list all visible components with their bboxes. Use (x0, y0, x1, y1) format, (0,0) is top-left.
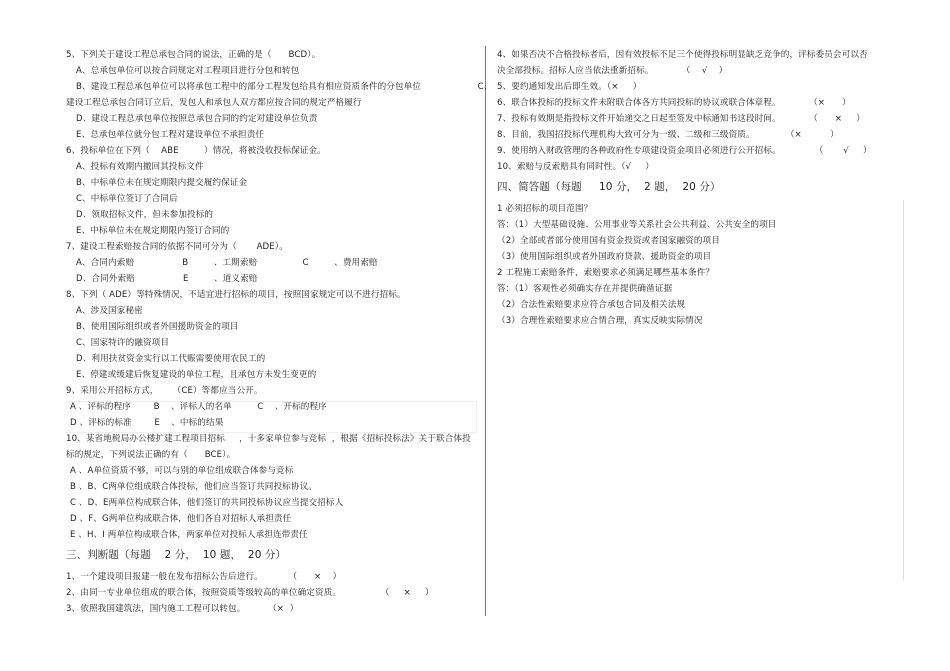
section-heading: 三、判断题（每题 2 分， 10 题， 20 分） (66, 549, 287, 561)
text-line: C、国家特许的融资项目 (76, 338, 170, 348)
text-line: 5、下列关于建设工程总承包合同的说法，正确的是（ BCD）。 (66, 50, 321, 60)
text-line: 9、采用公开招标方式， （CE）等都应当公开。 (66, 386, 263, 396)
text-line: B 、B、C两单位组成联合体投标，他们应当签订共同投标协议。 (70, 482, 317, 492)
right-edge-line (903, 200, 904, 580)
text-line: 4、如果否决不合格投标者后，因有效投标不足三个使得投标明显缺乏竞争的，评标委员会可以否 (497, 50, 868, 60)
text-line: A 、评标的程序 B 、评标人的名单 C 、开标的程序 (70, 402, 327, 412)
text-line: 6、投标单位在下列（ ABE ）情况，将被没收投标保证金。 (66, 146, 326, 156)
text-line: 10、索赔与反索赔具有同时性。（√ ） (497, 162, 654, 172)
text-line: 答：（1）客观性必须确实存在并提供确凿证据 (497, 284, 673, 294)
text-line: B、中标单位未在规定期限内提交履约保证金 (76, 178, 248, 188)
text-line: D、建设工程总承包单位按照总承包合同的约定对建设单位负责 (76, 114, 318, 124)
text-line: 8、下列（ ADE）等特殊情况，不适宜进行招标的项目，按照国家规定可以不进行招标。 (66, 290, 406, 300)
text-line: 建设工程总承包合同订立后，发包人和承包人双方都应按合同的规定严格履行 (66, 98, 362, 108)
text-line: （3）使用国际组织或者外国政府贷款、援助资金的项目 (497, 252, 712, 262)
text-line: C 、D、E两单位构成联合体，他们签订的共同投标协议应当提交招标人 (70, 498, 344, 508)
text-line: 8、目前，我国招投标代理机构大致可分为一级、二级和三级资质。 （× ） (497, 130, 839, 140)
text-line: （3）合理性索赔要求应合情合理，真实反映实际情况 (497, 316, 703, 326)
text-line: D、合同外索赔 E 、道义索赔 (76, 274, 258, 284)
text-line: 2 工程施工索赔条件，索赔要求必须满足哪些基本条件？ (497, 268, 715, 278)
text-line: B、建设工程总承包单位可以将承包工程中的部分工程发包给具有相应资质条件的分包单位 C、 (76, 82, 493, 92)
text-line: D、利用扶贫资金实行以工代赈需要使用农民工的 (76, 354, 266, 364)
text-line: （2）合法性索赔要求应符合承包合同及相关法规 (497, 300, 686, 310)
text-line: 5、要约通知发出后即生效。（× ） (497, 82, 642, 92)
text-line: D、领取招标文件，但未参加投标的 (76, 210, 214, 220)
text-line: 标的规定，下列说法正确的有（ BCE）。 (66, 450, 236, 460)
text-line: 答：（1）大型基础设施、公用事业等关系社会公共利益、公共安全的项目 (497, 220, 777, 230)
text-line: D 、F、G两单位构成联合体，他们各自对招标人承担责任 (70, 514, 292, 524)
text-line: C、中标单位签订了合同后 (76, 194, 178, 204)
text-line: E、总承包单位就分包工程对建设单位不承担责任 (76, 130, 265, 140)
text-line: A、涉及国家秘密 (76, 306, 143, 316)
text-line: A 、A单位资质不够，可以与别的单位组成联合体参与竞标 (70, 466, 294, 476)
text-line: B、使用国际组织或者外国援助资金的项目 (76, 322, 239, 332)
text-line: A、合同内索赔 B 、工期索赔 C 、费用索赔 (76, 258, 378, 268)
text-line: 1、一个建设项目报建一般在发布招标公告后进行。 （ × ） (66, 572, 342, 582)
text-line: 2、由同一专业单位组成的联合体，按照资质等级较高的单位确定资质。 （ × ） (66, 588, 434, 598)
text-line: 10、某省地税局办公楼扩建工程项目招标 ，十多家单位参与竞标 ，根据《招标投标法》关于联合体投 (66, 434, 471, 444)
text-line: 7、投标有效期是指投标文件开始递交之日起至签发中标通知书这段时间。 （ × ） (497, 114, 865, 124)
text-line: 决全部投标。招标人应当依法重新招标。 （ √ ） (497, 66, 728, 76)
text-line: 7、建设工程索赔按合同的依据不同可分为（ ADE）。 (66, 242, 288, 252)
text-line: 6、联合体投标的投标文件未附联合体各方共同投标的协议或联合体章程。 （× ） (497, 98, 851, 108)
section-heading: 四、简答题（每题 10 分， 2 题， 20 分） (497, 181, 721, 193)
text-line: E、中标单位未在规定期限内签订合同的 (76, 226, 230, 236)
text-line: 3、依照我国建筑法，国内施工工程可以转包。 （× ） (66, 604, 299, 614)
text-line: 9、使用纳入财政管理的各种政府性专项建设资金项目必须进行公开招标。 （ √ ） (497, 146, 872, 156)
column-divider (485, 46, 486, 616)
text-line: A、投标有效期内撤回其投标文件 (76, 162, 204, 172)
text-line: A、总承包单位可以按合同规定对工程项目进行分包和转包 (76, 66, 300, 76)
text-line: 1 必须招标的项目范围？ (497, 204, 593, 214)
text-line: E 、H、I 两单位构成联合体，两家单位对投标人承担连带责任 (70, 530, 308, 540)
text-line: E、停建或缓建后恢复建设的单位工程，且承包方未发生变更的 (76, 370, 317, 380)
text-line: D 、评标的标准 E 、中标的结果 (70, 418, 224, 428)
text-line: （2）全部或者部分使用国有资金投资或者国家融资的项目 (497, 236, 720, 246)
